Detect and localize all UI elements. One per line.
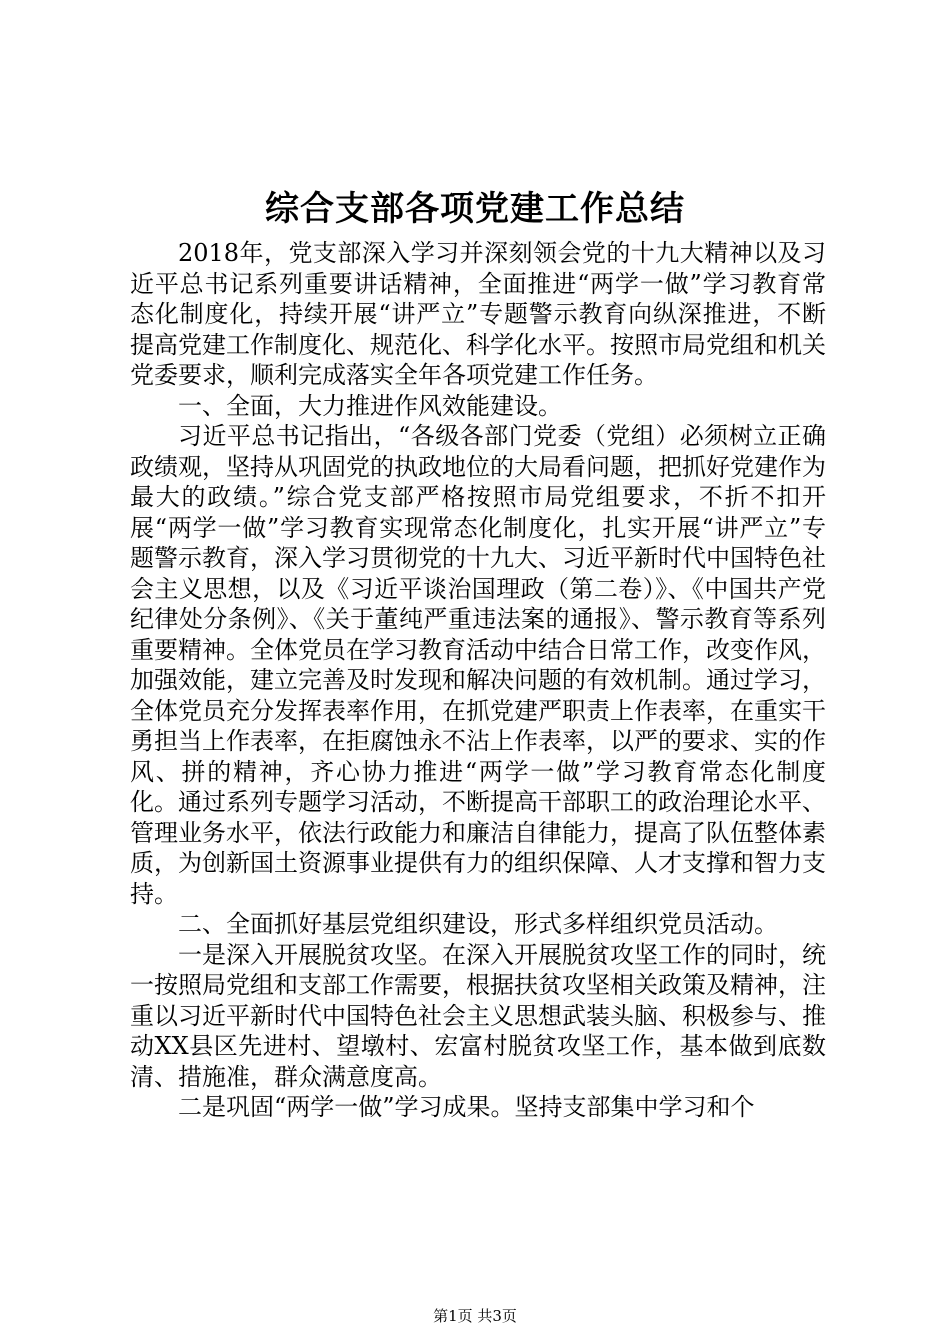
- page-footer: 第1页 共3页: [433, 1307, 517, 1325]
- paragraph-study-results: 二是巩固“两学一做”学习成果。坚持支部集中学习和个: [178, 1093, 755, 1121]
- section-heading-2: 二、全面抓好基层党组织建设，形式多样组织党员活动。: [178, 910, 778, 938]
- document-title: 综合支部各项党建工作总结: [265, 189, 685, 229]
- section-heading-1: 一、全面，大力推进作风效能建设。: [178, 391, 562, 420]
- paragraph-intro: 2018年，党支部深入学习并深刻领会党的十九大精神以及习近平总书记系列重要讲话精神，全面推进“两学一做”学习教育常态化制度化，持续开展“讲严立”专题警示教育向纵深推进，不断提高党建工作制度化、规范化、科学化水平。按照市局党组和机关党委要求，顺利完成落实全年各项党建工作任务。: [130, 239, 826, 389]
- paragraph-section-1: 习近平总书记指出，“各级各部门党委（党组）必须树立正确政绩观，坚持从巩固党的执政地位的大局看问题，把抓好党建作为最大的政绩。”综合党支部严格按照市局党组要求，不折不扣开展“两学一做”学习教育实现常态化制度化，扎实开展“讲严立”专题警示教育，深入学习贯彻党的十九大、习近平新时代中国特色社会主义思想，以及《习近平谈治国理政（第二卷）》、《中国共产党纪律处分条例》、《关于董纯严重违法案的通报》、警示教育等系列重要精神。全体党员在学习教育活动中结合日常工作，改变作风，加强效能，建立完善及时发现和解决问题的有效机制。通过学习，全体党员充分发挥表率作用，在抓党建严职责上作表率，在重实干勇担当上作表率，在拒腐蚀永不沾上作表率，以严的要求、实的作风、拼的精神，齐心协力推进“两学一做”学习教育常态化制度化。通过系列专题学习活动，不断提高干部职工的政治理论水平、管理业务水平，依法行政能力和廉洁自律能力，提高了队伍整体素质，为创新国土资源事业提供有力的组织保障、人才支撑和智力支持。: [130, 422, 826, 908]
- paragraph-poverty-alleviation: 一是深入开展脱贫攻坚。在深入开展脱贫攻坚工作的同时，统一按照局党组和支部工作需要，根据扶贫攻坚相关政策及精神，注重以习近平新时代中国特色社会主义思想武装头脑、积极参与、推动XX县区先进村、望墩村、宏富村脱贫攻坚工作，基本做到底数清、措施准，群众满意度高。: [130, 940, 826, 1091]
- document-body: [130, 238, 826, 1123]
